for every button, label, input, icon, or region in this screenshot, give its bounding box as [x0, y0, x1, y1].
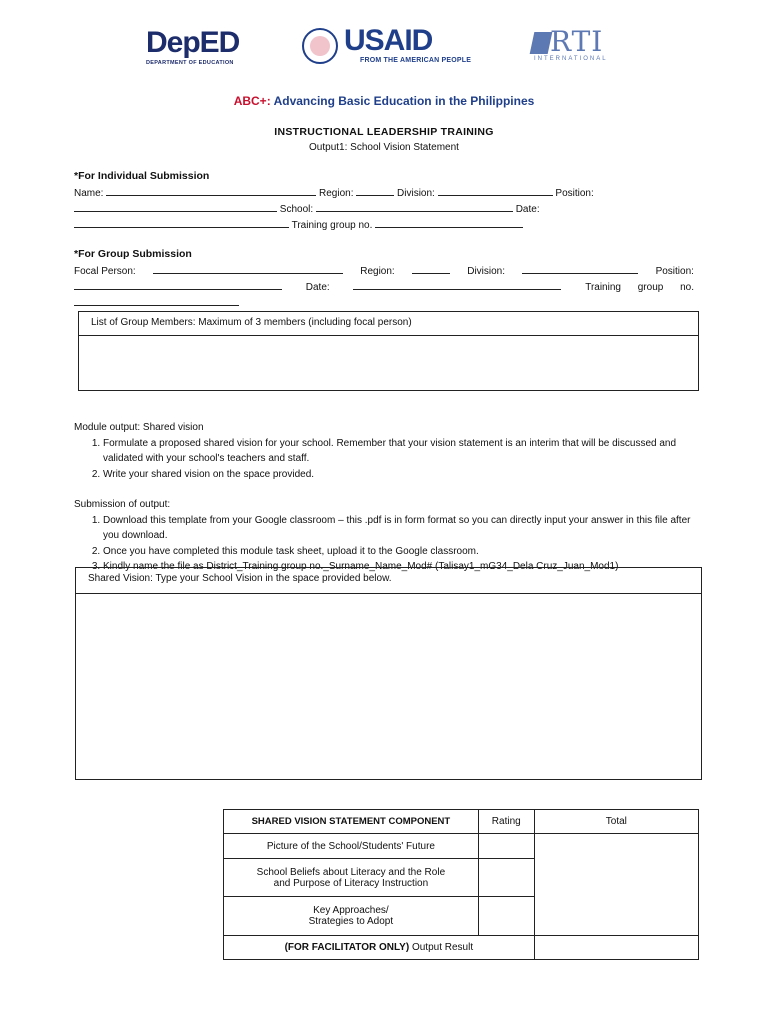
rating-table [223, 809, 699, 960]
rating-cell-1[interactable] [478, 834, 534, 859]
module-item: 1. Formulate a proposed shared vision for your school. Remember that your vision statement is an interim that will be discussed and validated with your school's teachers and staff. [103, 436, 704, 467]
program-title [0, 94, 768, 108]
group-division-field[interactable] [522, 264, 638, 274]
submission-item: 3. Kindly name the file as District_Training group no._Surname_Name_Mod# (Talisay1_mG34_Dela Cruz_Juan_Mod1) [103, 559, 704, 575]
deped-subtitle: DEPARTMENT OF EDUCATION [146, 60, 234, 66]
region-field[interactable] [356, 186, 394, 196]
group-members-label: List of Group Members: Maximum of 3 members (including focal person) [91, 317, 412, 328]
module-heading: Module output: Shared vision [74, 422, 204, 433]
rti-word: RTI [550, 25, 604, 58]
group-members-input[interactable] [78, 335, 699, 391]
individual-row-3 [74, 218, 694, 232]
output-result: Output Result [409, 942, 474, 953]
deped-logo [146, 28, 246, 70]
submission-section [74, 497, 704, 575]
division-label: Division: [397, 188, 435, 199]
position-label: Position: [555, 188, 594, 199]
usaid-word: USAID [344, 24, 433, 57]
group-region-label: Region: [360, 266, 395, 277]
facilitator-only: (FOR FACILITATOR ONLY) [284, 942, 410, 953]
group-row-3 [74, 296, 694, 310]
usaid-logo [302, 24, 472, 68]
group-position-label: Position: [655, 266, 694, 277]
individual-heading: *For Individual Submission [74, 170, 210, 182]
division-field[interactable] [438, 186, 553, 196]
group-row-2 [74, 280, 694, 294]
date-label: Date: [515, 204, 540, 215]
program-prefix: ABC+: [233, 94, 271, 108]
region-label: Region: [319, 188, 354, 199]
focal-person-label: Focal Person: [74, 266, 136, 277]
date-field[interactable] [74, 218, 289, 228]
col-header-total: Total [534, 810, 698, 834]
shared-vision-input[interactable] [75, 593, 702, 780]
facilitator-result-label [224, 936, 535, 960]
group-date-label: Date: [305, 282, 330, 293]
col-header-rating: Rating [478, 810, 534, 834]
school-label: School: [279, 204, 314, 215]
name-label: Name: [74, 188, 104, 199]
total-cell[interactable] [534, 834, 698, 936]
usaid-seal-icon [302, 28, 338, 64]
submission-list [74, 513, 704, 575]
training-group-field[interactable] [375, 218, 523, 228]
shared-vision-label: Shared Vision: Type your School Vision in the space provided below. [88, 573, 392, 584]
group-position-field[interactable] [74, 280, 282, 290]
position-field[interactable] [74, 202, 277, 212]
training-group-label: Training group no. [291, 220, 373, 231]
module-list [74, 436, 704, 483]
rating-cell-3[interactable] [478, 897, 534, 936]
training-title: INSTRUCTIONAL LEADERSHIP TRAINING [274, 126, 494, 138]
group-members-header [78, 311, 699, 336]
submission-item: 2. Once you have completed this module task sheet, upload it to the Google classroom. [103, 544, 704, 560]
focal-person-field[interactable] [153, 264, 343, 274]
name-field[interactable] [106, 186, 316, 196]
component-row-3: Key Approaches/ Strategies to Adopt [224, 897, 479, 936]
individual-row-1 [74, 186, 694, 200]
group-training-group-field[interactable] [74, 296, 239, 306]
individual-row-2 [74, 202, 694, 216]
rating-cell-2[interactable] [478, 859, 534, 897]
component-row-1: Picture of the School/Students' Future [224, 834, 479, 859]
program-name: Advancing Basic Education in the Philippines [270, 94, 535, 108]
shared-vision-header [75, 567, 702, 594]
deped-word: DepED [146, 26, 240, 59]
usaid-subtitle: FROM THE AMERICAN PEOPLE [360, 57, 472, 64]
component-row-2: School Beliefs about Literacy and the Role and Purpose of Literacy Instruction [224, 859, 479, 897]
output-title: Output1: School Vision Statement [309, 142, 459, 153]
rti-mark-icon [530, 32, 553, 54]
col-header-component: SHARED VISION STATEMENT COMPONENT [224, 810, 479, 834]
group-date-field[interactable] [353, 280, 561, 290]
group-division-label: Division: [467, 266, 506, 277]
module-output-section [74, 420, 704, 482]
rti-subtitle: INTERNATIONAL [534, 56, 608, 62]
output-result-cell[interactable] [534, 936, 698, 960]
group-region-field[interactable] [412, 264, 450, 274]
module-item: 2. Write your shared vision on the space provided. [103, 467, 704, 483]
group-heading: *For Group Submission [74, 248, 192, 260]
school-field[interactable] [316, 202, 513, 212]
submission-item: 1. Download this template from your Google classroom – this .pdf is in form format so you can directly input your answer in this file after you download. [103, 513, 704, 544]
rti-logo [532, 25, 624, 66]
group-row-1 [74, 264, 694, 278]
submission-heading: Submission of output: [74, 499, 171, 510]
group-training-group-label: Training group no. [585, 282, 694, 293]
